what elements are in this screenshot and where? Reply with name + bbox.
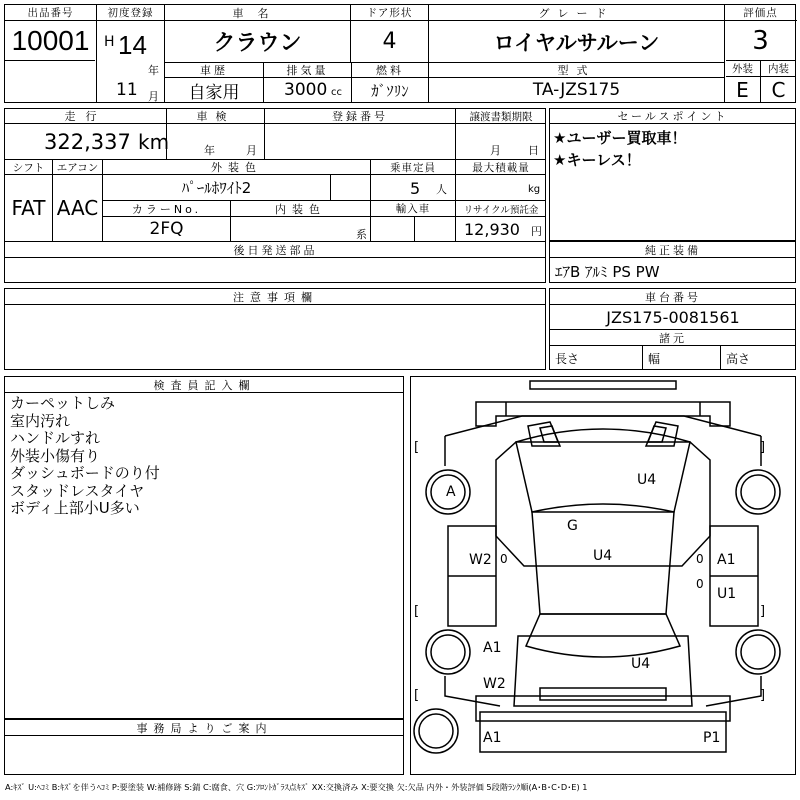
capacity-label: 乗車定員 <box>390 161 436 174</box>
bracket-mark: ] <box>760 440 766 455</box>
inspector-note: ダッシュボードのり付 <box>10 464 160 482</box>
zero-mark: 0 <box>500 552 508 566</box>
specs-label: 諸元 <box>659 331 687 345</box>
displacement-unit: cc <box>331 86 342 98</box>
bracket-mark: ] <box>760 604 766 619</box>
damage-mark: A <box>446 484 456 500</box>
damage-mark: G <box>567 518 578 534</box>
car-diagram <box>410 376 796 775</box>
inspector-note: スタッドレスタイヤ <box>10 481 145 500</box>
damage-mark: P1 <box>703 730 721 746</box>
inspector-note: ボディ上部小U多い <box>10 499 140 517</box>
sales-point-1: ★ユーザー買取車！ <box>553 129 687 147</box>
damage-mark: W2 <box>483 676 506 692</box>
mileage-label: 走行 <box>64 110 107 123</box>
width-label: 幅 <box>648 352 661 366</box>
reg-month: 11 <box>116 80 138 100</box>
year-unit: 年 <box>148 64 159 77</box>
car-name-label: 車名 <box>232 6 283 20</box>
zero-mark: 0 <box>696 577 704 591</box>
sales-point-2: ★キーレス！ <box>553 151 641 169</box>
color-no: 2FQ <box>149 219 184 239</box>
displacement: 3000 <box>284 80 328 100</box>
notes-label: 注意事項欄 <box>233 290 318 304</box>
inspector-notes <box>10 395 160 518</box>
lot-no-label: 出品番号 <box>27 7 74 19</box>
damage-mark: A1 <box>483 640 502 656</box>
reg-no-label: 登録番号 <box>332 110 388 123</box>
damage-mark: U1 <box>717 586 737 602</box>
history-label: 車歴 <box>200 64 228 77</box>
displacement-label: 排気量 <box>286 64 329 77</box>
max-load-unit: kg <box>528 184 541 195</box>
bracket-mark: [ <box>414 604 420 619</box>
transfer-label: 譲渡書類期限 <box>469 110 533 123</box>
inspector-note: ハンドルすれ <box>10 429 101 447</box>
zero-mark: 0 <box>696 552 704 566</box>
int-color-label: 内装色 <box>275 202 326 216</box>
exterior-label: 外装 <box>732 63 753 75</box>
grade: ロイヤルサルーン <box>493 30 660 55</box>
interior-label: 内装 <box>768 63 789 75</box>
ext-color-label: 外装色 <box>211 161 262 174</box>
legend: A:ｷｽﾞ U:ﾍｺﾐ B:ｷｽﾞを伴うﾍｺﾐ P:要塗装 W:補修跡 S:錆 C:腐食、穴 G:ﾌﾛﾝﾄｶﾞﾗｽ点ｷｽﾞ XX:交換済み X:要交換 欠:欠品 内外・外装評価 5段階ﾗﾝｸ順(A･B･C･D･E) 1 <box>5 781 588 792</box>
shift-label: シフト <box>12 161 45 174</box>
bracket-mark: [ <box>414 440 420 455</box>
fuel: ｶﾞｿﾘﾝ <box>371 81 409 100</box>
mileage-unit: km <box>138 130 170 154</box>
damage-mark: A1 <box>483 730 502 746</box>
ac: AAC <box>56 196 99 220</box>
bracket-mark: [ <box>414 688 420 703</box>
chassis-value: JZS175-0081561 <box>606 307 740 327</box>
doors-label: ドア形状 <box>366 7 413 19</box>
shift: FAT <box>11 196 46 220</box>
import-label: 輸入車 <box>395 203 431 215</box>
month-unit: 月 <box>148 90 159 103</box>
model: TA-JZS175 <box>532 80 621 100</box>
capacity: 5 <box>410 178 421 198</box>
ext-color: ﾊﾟｰﾙﾎﾜｲﾄ2 <box>181 179 252 197</box>
later-parts-label: 後日発送部品 <box>233 243 318 257</box>
score-label: 評価点 <box>743 7 778 19</box>
ac-label: エアコン <box>56 161 99 174</box>
grade-label: グレード <box>538 6 615 20</box>
interior-grade: C <box>771 77 786 102</box>
recycle-unit: 円 <box>531 225 542 238</box>
era: H <box>104 34 115 50</box>
damage-mark: W2 <box>469 552 492 568</box>
transfer-month-unit: 月 <box>490 144 501 157</box>
inspector-note: カーペットしみ <box>10 394 116 412</box>
score: 3 <box>752 25 769 56</box>
transfer-day-unit: 日 <box>528 144 539 157</box>
equipment-value: ｴｱB ｱﾙﾐ PS PW <box>555 262 660 281</box>
damage-mark: U4 <box>637 472 657 488</box>
mileage: 322,337 <box>44 130 131 154</box>
office-label: 事務局よりご案内 <box>136 721 273 735</box>
sales-box <box>549 108 796 241</box>
fuel-label: 燃料 <box>376 64 404 77</box>
inspector-label: 検査員記入欄 <box>153 378 256 392</box>
recycle-label: リサイクル預託金 <box>463 204 539 216</box>
length-label: 長さ <box>555 352 580 366</box>
doors: 4 <box>382 29 397 54</box>
chassis-label: 車台番号 <box>645 290 701 304</box>
model-label: 型式 <box>557 64 596 77</box>
exterior-grade: E <box>736 77 749 102</box>
inspector-note: 室内汚れ <box>10 411 71 430</box>
max-load-label: 最大積載量 <box>472 161 530 174</box>
equipment-label: 純正装備 <box>645 243 701 257</box>
damage-mark: U4 <box>593 548 613 564</box>
insp-year-unit: 年 <box>204 144 215 157</box>
color-no-label: カラーNo. <box>131 202 202 216</box>
lot-no: 10001 <box>11 25 90 56</box>
bracket-mark: ] <box>760 688 766 703</box>
inspection-label: 車検 <box>196 110 235 123</box>
height-label: 高さ <box>726 352 751 366</box>
first-reg-label: 初度登録 <box>107 7 154 19</box>
damage-mark: U4 <box>631 656 651 672</box>
reg-year: 14 <box>118 29 147 60</box>
car-name: クラウン <box>213 31 302 56</box>
recycle: 12,930 <box>464 219 520 239</box>
capacity-unit: 人 <box>436 183 447 196</box>
history: 自家用 <box>188 82 240 103</box>
sales-label: セールスポイント <box>617 110 729 123</box>
damage-mark: A1 <box>717 552 736 568</box>
int-color-unit: 系 <box>356 228 367 241</box>
insp-month-unit: 月 <box>246 144 257 157</box>
inspector-note: 外装小傷有り <box>10 446 101 465</box>
